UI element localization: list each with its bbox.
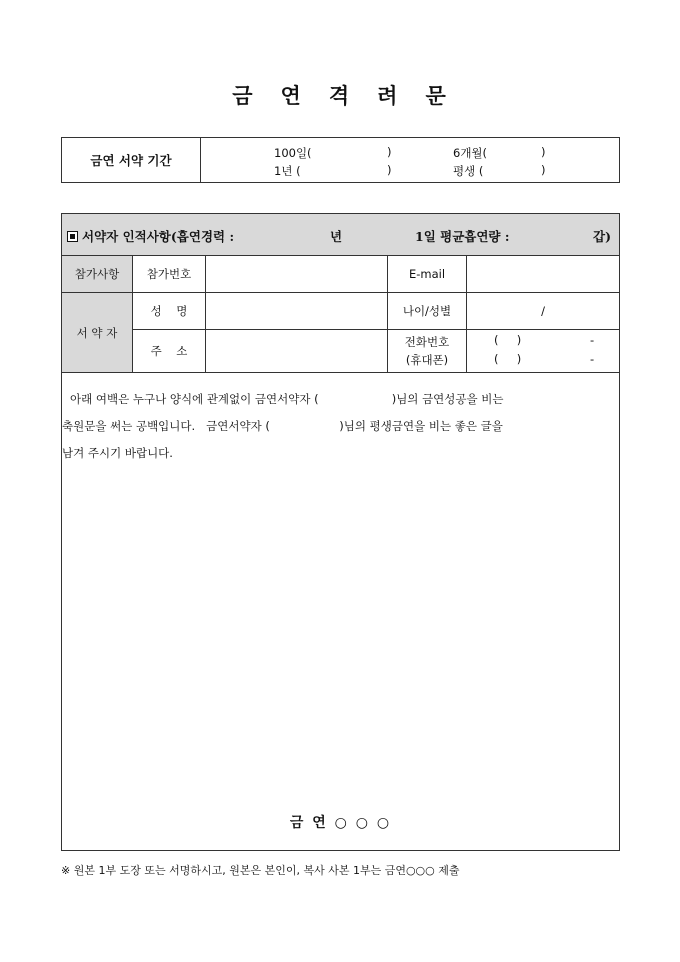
pledge-form [61, 213, 620, 851]
footnote: ※ 원본 1부 도장 또는 서명하시고, 원본은 본인이, 복사 사본 1부는 금연○○○ 제출 [61, 864, 460, 877]
header-year: 년 [330, 229, 343, 244]
instruction-line: 아래 여백은 누구나 양식에 관계없이 금연서약자 ( )님의 금연성공을 비는 [70, 392, 504, 406]
name-label: 성 명 [150, 304, 188, 318]
header-daily: 1일 평균흡연량 : [415, 229, 510, 244]
row-divider [62, 372, 619, 373]
title-char: 금 [232, 83, 255, 108]
page-title [0, 80, 680, 110]
option-100-days[interactable]: 100일( [274, 146, 312, 160]
participant-no-label: 참가번호 [146, 267, 192, 281]
participant-no-field[interactable] [206, 256, 387, 292]
header-unit: 갑) [593, 229, 611, 244]
option-100-days-close: ) [387, 145, 392, 159]
title-char: 연 [280, 83, 303, 108]
option-1-year-close: ) [387, 163, 392, 177]
email-field[interactable] [467, 256, 619, 292]
instruction-line: 축원문을 써는 공백입니다. 금연서약자 ( )님의 평생금연을 비는 좋은 글을 [62, 419, 503, 433]
name-field[interactable] [206, 293, 387, 329]
message-area[interactable] [62, 464, 619, 804]
pledger-label: 서 약 자 [76, 325, 118, 340]
participant-label: 참가사항 [74, 267, 120, 281]
address-field[interactable] [206, 330, 387, 372]
square-bullet-icon [67, 231, 78, 242]
phone-dash: - [590, 333, 595, 347]
option-6-months[interactable]: 6개월( [453, 146, 488, 160]
title-char: 격 [328, 83, 352, 108]
option-lifetime-close: ) [541, 163, 546, 177]
phone-label-text: 전화번호 [404, 335, 450, 349]
option-6-months-close: ) [541, 145, 546, 159]
header-left [67, 227, 234, 245]
instruction-text [62, 386, 615, 467]
age-sex-field[interactable]: / [541, 304, 545, 318]
mobile-label-text: (휴대폰) [405, 353, 449, 367]
pledger-info-header [62, 214, 619, 256]
phone-area-code: ( ) [494, 333, 522, 347]
phone-label [388, 330, 466, 372]
mobile-dash: - [590, 352, 595, 366]
header-left-text: 서약자 인적사항(흡연경력 : [82, 229, 235, 244]
address-label: 주 소 [150, 344, 188, 358]
mobile-area-code: ( ) [494, 352, 522, 366]
option-1-year[interactable]: 1년 ( [274, 164, 301, 178]
title-char: 려 [377, 83, 400, 108]
email-label: E-mail [408, 267, 446, 281]
signature-line: 금 연 ○ ○ ○ [289, 815, 392, 831]
pledge-period-box [61, 137, 620, 183]
option-lifetime[interactable]: 평생 ( [453, 164, 484, 178]
instruction-line: 남겨 주시기 바랍니다. [62, 446, 173, 460]
age-sex-label: 나이/성별 [402, 304, 452, 318]
phone-field[interactable] [467, 330, 619, 372]
pledge-period-label: 금연 서약 기간 [62, 138, 201, 182]
title-char: 문 [425, 83, 448, 108]
